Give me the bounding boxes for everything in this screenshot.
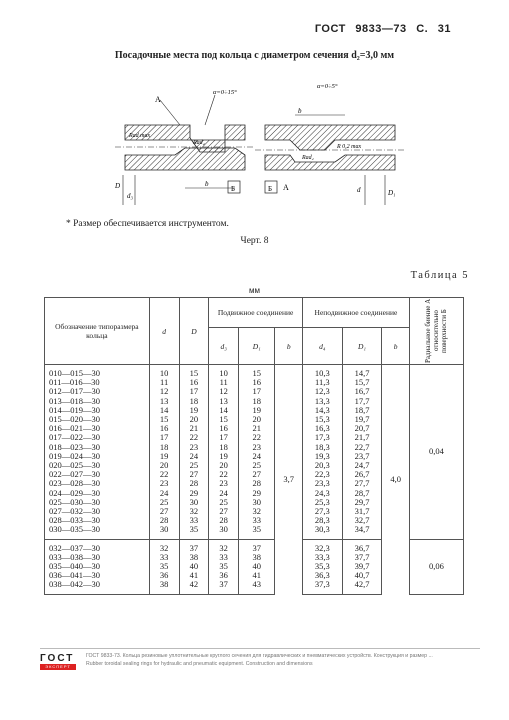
cell-b: 3,7 [275, 365, 303, 595]
right-view [255, 83, 405, 205]
footer-line-en: Rubber toroidal sealing rings for hydraulic and pneumatic equipment. Construction and dimensions [86, 661, 313, 667]
header-D1-fixed: D₁ [342, 328, 382, 365]
technical-drawing [105, 80, 405, 210]
table-title: Таблица 5 [410, 270, 469, 281]
header-D: D [179, 298, 209, 365]
header-d3: d₃ [209, 328, 239, 365]
drawing-label: b [205, 180, 209, 188]
header-D1: D₁ [239, 328, 275, 365]
dimensions-table [44, 297, 464, 595]
cell-d3: 32 33 35 36 37 [209, 539, 239, 594]
footer-line-ru: ГОСТ 9833-73. Кольца резиновые уплотнительные круглого сечения для гидравлических и пневматических устройств. Конструкция и размер ... [86, 653, 433, 659]
header-b-fixed: b [382, 328, 410, 365]
drawing-label: D₁ [388, 189, 396, 197]
gost-expert-logo[interactable]: ГОСТ ЭКСПЕРТ [40, 653, 75, 669]
header-d: d [149, 298, 179, 365]
footer-divider [40, 648, 480, 649]
cell-d: 10 11 12 13 14 15 16 17 18 19 20 22 23 24 25 27 28 30 [149, 365, 179, 540]
header-movable: Подвижное соединение [209, 298, 303, 328]
drawing-label: b [298, 107, 302, 115]
drawing-label: A [155, 95, 161, 104]
header-d4: d₄ [302, 328, 342, 365]
drawing-label: R 0,2 max [337, 144, 362, 150]
drawing-label: Rad₄ [302, 155, 314, 161]
table-unit: мм [249, 286, 260, 295]
table-row-group1 [45, 365, 464, 540]
header-designation: Обозначение типоразмера кольца [45, 298, 150, 365]
left-view [114, 89, 255, 205]
cell-d3: 10 11 12 13 14 15 16 17 18 19 20 22 23 24 25 27 28 30 [209, 365, 239, 540]
drawing-label: d₃ [127, 192, 133, 200]
drawing-label: d [357, 186, 361, 194]
figure-label: Черт. 8 [240, 236, 269, 246]
cell-b-fixed: 4,0 [382, 365, 410, 595]
header-b: b [275, 328, 303, 365]
cell-d4: 10,3 11,3 12,3 13,3 14,3 15,3 16,3 17,3 18,3 19,3 20,3 22,3 23,3 24,3 25,3 27,3 28,3 30,3 [302, 365, 342, 540]
page-header: ГОСТ 9833—73 С. 31 [314, 23, 451, 35]
cell-D1-fixed: 36,7 37,7 39,7 40,7 42,7 [342, 539, 382, 594]
header-fixed: Неподвижное соединение [302, 298, 409, 328]
cell-D1-fixed: 14,7 15,7 16,7 17,7 18,7 19,7 20,7 21,7 22,7 23,7 24,7 26,7 27,7 28,7 29,7 31,7 32,7 34,7 [342, 365, 382, 540]
drawing-label: α=0÷5° [317, 83, 338, 90]
cell-designations: 032—037—30 033—038—30 035—040—30 036—041—30 038—042—30 [45, 539, 150, 594]
drawing-label: Б [231, 185, 236, 193]
cell-D: 37 38 40 41 42 [179, 539, 209, 594]
drawing-label: Rad max [129, 133, 151, 139]
footer-text [86, 652, 486, 668]
drawing-label: A [283, 183, 289, 192]
cell-D: 15 16 17 18 19 20 21 22 23 24 25 27 28 29 30 32 33 35 [179, 365, 209, 540]
drawing-label: Б [268, 185, 273, 193]
footnote: * Размер обеспечивается инструментом. [66, 219, 229, 229]
drawing-label: α=0÷15° [213, 89, 237, 96]
cell-d4: 32,3 33,3 35,3 36,3 37,3 [302, 539, 342, 594]
drawing-label: Rad₄ [193, 140, 205, 146]
cell-D1: 37 38 40 41 43 [239, 539, 275, 594]
cell-radial-runout: 0,04 [409, 365, 463, 540]
drawing-caption: Посадочные места под кольца с диаметром сечения d₂=3,0 мм [114, 50, 395, 61]
cell-radial-runout: 0,06 [409, 539, 463, 594]
header-radial-runout: Радиальное биение А относительно поверхности Б [409, 298, 463, 365]
cell-D1: 15 16 17 18 19 20 21 22 23 24 25 27 28 29 30 32 33 35 [239, 365, 275, 540]
drawing-label: D [115, 182, 121, 190]
cell-designations: 010—015—30 011—016—30 012—017—30 013—018—30 014—019—30 015—020—30 016—021—30 017—022—30 018—023—30 019—024—30 020—025—30 022—027—30 023—028—30 024—029—30 025—030—30 027—032—30 028—033—30 030—035—30 [45, 365, 150, 540]
cell-d: 32 33 35 36 38 [149, 539, 179, 594]
